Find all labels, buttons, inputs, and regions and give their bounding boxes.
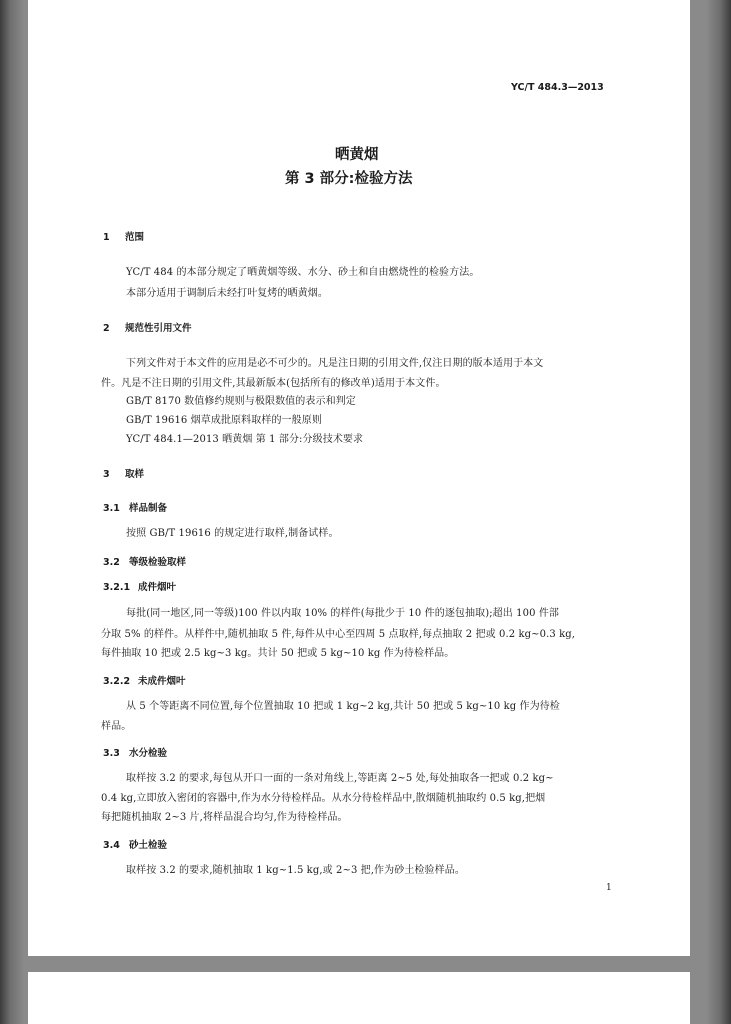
section-3-2-1-line-2: 分取 5% 的样件。从样件中,随机抽取 5 件,每件从中心至四周 5 点取样,每点抽取 2 把或 0.2 kg~0.3 kg, — [101, 629, 576, 640]
section-3-2-2-number: 3.2.2 — [103, 676, 131, 687]
page-number: 1 — [606, 883, 612, 893]
section-3-1-title: 样品制备 — [129, 503, 168, 514]
section-3-2-1-line-3: 每件抽取 10 把或 2.5 kg~3 kg。共计 50 把或 5 kg~10 kg 作为待检样品。 — [101, 648, 455, 659]
section-1-number: 1 — [103, 232, 110, 243]
section-3-2-1-number: 3.2.1 — [103, 582, 131, 593]
section-3-3-number: 3.3 — [103, 748, 120, 759]
section-3-2-number: 3.2 — [103, 557, 120, 568]
document-page — [28, 0, 690, 956]
section-2-title: 规范性引用文件 — [125, 323, 192, 334]
section-1-title: 范围 — [125, 232, 145, 243]
section-2-paragraph-line-1: 下列文件对于本文件的应用是必不可少的。凡是注日期的引用文件,仅注日期的版本适用于本文 — [126, 358, 544, 369]
section-3-number: 3 — [103, 469, 110, 480]
reference-gbt-8170: GB/T 8170 数值修约规则与极限数值的表示和判定 — [126, 396, 356, 407]
section-3-1-paragraph: 按照 GB/T 19616 的规定进行取样,制备试样。 — [126, 528, 339, 539]
section-3-title: 取样 — [125, 469, 145, 480]
section-3-3-title: 水分检验 — [129, 748, 168, 759]
section-1-paragraph-1: YC/T 484 的本部分规定了晒黄烟等级、水分、砂土和自由燃烧性的检验方法。 — [126, 267, 480, 278]
section-1-paragraph-2: 本部分适用于调制后未经打叶复烤的晒黄烟。 — [126, 288, 328, 299]
reference-yct-484-1: YC/T 484.1—2013 晒黄烟 第 1 部分:分级技术要求 — [126, 434, 364, 445]
section-3-4-number: 3.4 — [103, 840, 120, 851]
section-3-2-2-title: 未成件烟叶 — [138, 676, 186, 687]
section-2-paragraph-line-2: 件。凡是不注日期的引用文件,其最新版本(包括所有的修改单)适用于本文件。 — [101, 378, 446, 389]
section-3-4-line-1: 取样按 3.2 的要求,随机抽取 1 kg~1.5 kg,或 2~3 把,作为砂土检验样品。 — [126, 865, 465, 876]
section-3-2-title: 等级检验取样 — [129, 557, 187, 568]
section-3-2-2-line-1: 从 5 个等距离不同位置,每个位置抽取 10 把或 1 kg~2 kg,共计 50 把或 5 kg~10 kg 作为待检 — [126, 701, 560, 712]
section-3-4-title: 砂土检验 — [129, 840, 168, 851]
standard-number: YC/T 484.3—2013 — [511, 82, 604, 93]
section-3-3-line-1: 取样按 3.2 的要求,每包从开口一面的一条对角线上,等距离 2~5 处,每处抽取各一把或 0.2 kg~ — [126, 773, 554, 784]
section-3-3-line-2: 0.4 kg,立即放入密闭的容器中,作为水分待检样品。从水分待检样品中,散烟随机抽取约 0.5 kg,把烟 — [101, 793, 546, 804]
section-3-3-line-3: 每把随机抽取 2~3 片,将样品混合均匀,作为待检样品。 — [101, 812, 348, 823]
section-3-2-2-line-2: 样品。 — [101, 721, 132, 732]
next-page-edge — [28, 972, 690, 1024]
reference-gbt-19616: GB/T 19616 烟草成批原料取样的一般原则 — [126, 415, 322, 426]
title-line-1: 晒黄烟 — [335, 147, 379, 163]
section-3-1-number: 3.1 — [103, 503, 120, 514]
section-2-number: 2 — [103, 323, 110, 334]
section-3-2-1-line-1: 每批(同一地区,同一等级)100 件以内取 10% 的样件(每批少于 10 件的逐包抽取);超出 100 件部 — [126, 608, 560, 619]
title-line-2: 第 3 部分:检验方法 — [285, 171, 413, 187]
section-3-2-1-title: 成件烟叶 — [138, 582, 177, 593]
